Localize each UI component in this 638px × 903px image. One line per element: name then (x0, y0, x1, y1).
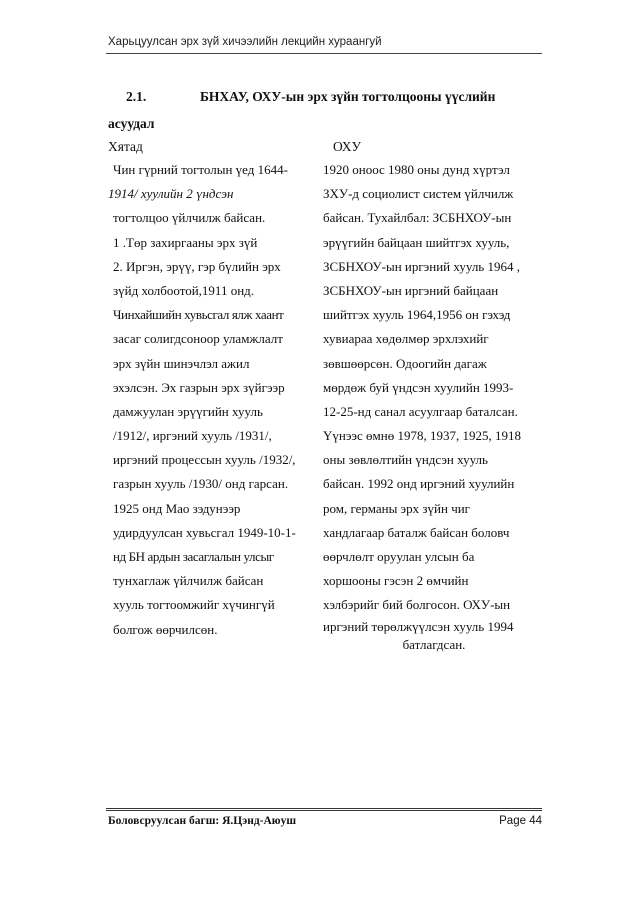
right-line: хоршооны гэсэн 2 өмчийн (323, 573, 469, 589)
right-line: 1920 оноос 1980 оны дунд хүртэл (323, 162, 510, 177)
right-line: оны зөвлөлтийн үндсэн хууль (323, 452, 488, 468)
left-column-heading: Хятад (108, 139, 143, 154)
left-line: 2. Иргэн, эрүү, гэр бүлийн эрх (113, 258, 281, 274)
page-number: Page 44 (499, 815, 542, 827)
left-line: 1914/ хуулийн 2 үндсэн (108, 186, 234, 202)
left-line: эхэлсэн. Эх газрын эрх зүйгээр (113, 379, 285, 395)
right-line: Үүнээс өмнө 1978, 1937, 1925, 1918 (323, 428, 521, 444)
left-line: болгож өөрчилсөн. (113, 621, 218, 637)
left-line: эрх зүйн шинэчлэл ажил (113, 355, 250, 371)
left-line: Чинхайшийн хувьсгал ялж хаант (113, 307, 284, 323)
right-line: эрүүгийн байцаан шийтгэх хууль, (323, 234, 510, 250)
right-line: хэлбэрийг бий болгосон. ОХУ-ын (323, 597, 511, 613)
running-header: Харьцуулсан эрх зүй хичээлийн лекцийн хураангуй (108, 36, 382, 48)
left-line: /1912/, иргэний хууль /1931/, (113, 428, 272, 444)
right-column-heading: ОХУ (333, 139, 362, 154)
footer-author: Боловсруулсан багш: Я.Цэнд-Аюуш (108, 815, 297, 827)
header-divider (106, 53, 542, 54)
left-line: тогтолцоо үйлчилж байсан. (113, 210, 266, 226)
right-line: хувиараа хөдөлмөр эрхлэхийг (323, 331, 489, 347)
left-line: дамжуулан эрүүгийн хууль (113, 403, 263, 419)
right-line: 12-25-нд санал асуулгаар баталсан. (323, 403, 518, 419)
right-line: ЗХУ-д социолист систем үйлчилж (323, 186, 514, 202)
left-line: иргэний процессын хууль /1932/, (113, 452, 296, 468)
right-line: өөрчлөлт оруулан улсын ба (323, 549, 475, 564)
left-line: удирдуулсан хувьсгал 1949-10-1- (113, 524, 296, 540)
section-title-continued: асуудал (108, 116, 155, 131)
right-line: ЗСБНХОУ-ын иргэний байцаан (323, 282, 499, 298)
right-line: байсан. 1992 онд иргэний хуулийн (323, 476, 515, 492)
right-line: байсан. Тухайлбал: ЗСБНХОУ-ын (323, 210, 512, 226)
section-title: БНХАУ, ОХУ-ын эрх зүйн тогтолцооны үүслийн (200, 89, 496, 104)
footer-divider (106, 808, 542, 811)
right-line: ЗСБНХОУ-ын иргэний хууль 1964 , (323, 258, 520, 274)
left-line: газрын хууль /1930/ онд гарсан. (113, 476, 289, 492)
left-line: зүйд холбоотой,1911 онд. (113, 282, 255, 298)
left-line: Чин гүрний тогтолын үед 1644- (113, 162, 288, 177)
left-line: хууль тогтоомжийг хүчингүй (113, 597, 275, 613)
right-line: зөвшөөрсөн. Одоогийн дагаж (323, 355, 487, 371)
right-line: мөрдөж буй үндсэн хуулийн 1993- (323, 379, 514, 395)
right-column (323, 158, 545, 654)
right-line: шийтгэх хууль 1964,1956 он гэхэд (323, 307, 511, 323)
right-line: хандлагаар баталж байсан боловч (323, 524, 510, 540)
left-line: тунхаглаж үйлчилж байсан (113, 573, 264, 589)
right-line: батлагдсан. (402, 636, 466, 652)
right-line: ром, германы эрх зүйн чиг (323, 500, 471, 516)
left-line: засаг солигдсоноор уламжлалт (113, 331, 283, 347)
right-line: иргэний төрөлжүүлсэн хууль 1994 (323, 618, 514, 634)
left-line: 1 .Төр захиргааны эрх зүй (113, 234, 258, 250)
left-line: 1925 онд Мао зэдунээр (113, 500, 241, 516)
left-line: нд БН ардын засаглалын улсыг (113, 549, 274, 564)
left-column (108, 158, 313, 642)
section-number: 2.1. (126, 89, 147, 104)
